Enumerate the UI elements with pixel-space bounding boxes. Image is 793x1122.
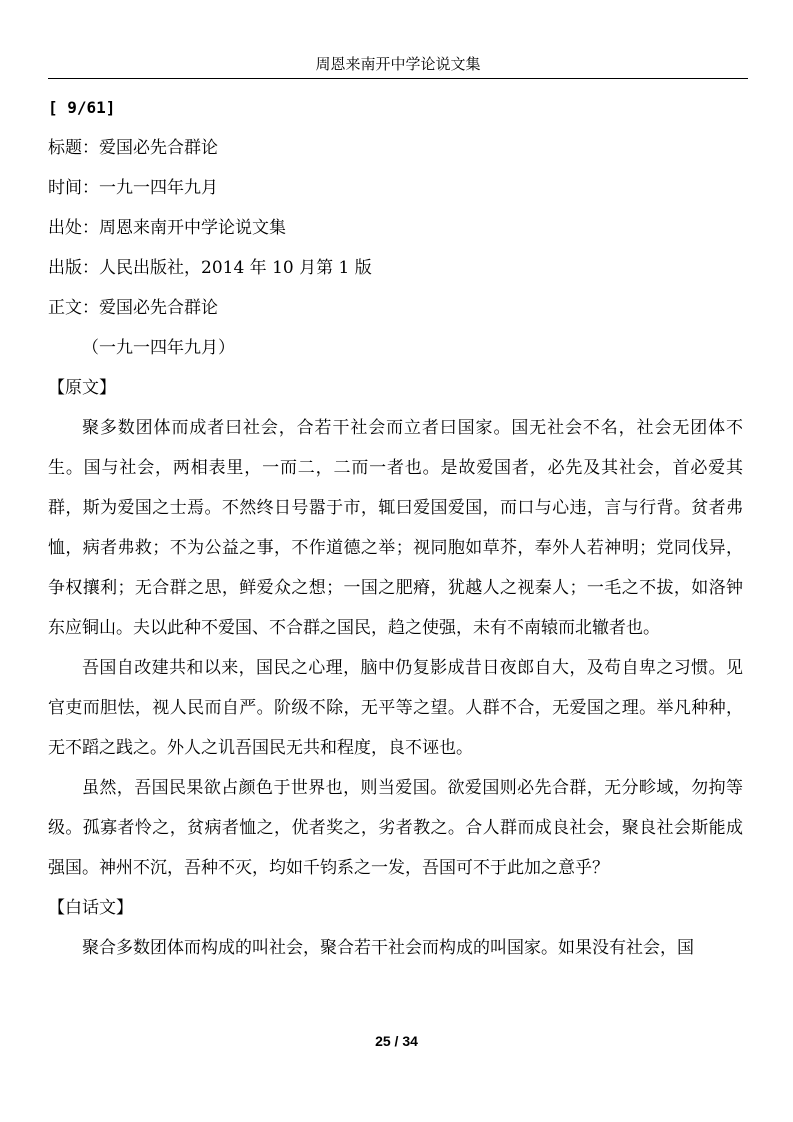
paragraph: 虽然，吾国民果欲占颜色于世界也，则当爱国。欲爱国则必先合群，无分畛域，勿拘等级。孤寡者怜之，贫病者恤之，优者奖之，劣者教之。合人群而成良社会，聚良社会斯能成强国。神州不沉，吾种不灭，均如千钧系之一发，吾国可不于此加之意乎？ [48,778,743,878]
source-line [48,208,743,248]
time-line [48,168,743,208]
publish-label: 出版： [48,258,99,278]
publish-line [48,248,743,288]
source-value: 周恩来南开中学论说文集 [99,218,286,238]
publish-value: 人民出版社，2014 年 10 月第 1 版 [99,258,372,278]
header-divider [48,78,748,79]
page-reference: [ 9/61] [48,98,116,117]
original-heading: 【原文】 [48,378,116,398]
paragraph: 聚多数团体而成者曰社会，合若干社会而立者曰国家。国无社会不名，社会无团体不生。国与社会，两相表里，一而二，二而一者也。是故爱国者，必先及其社会，首必爱其群，斯为爱国之士焉。不然终日号嚣于市，辄曰爱国爱国，而口与心违，言与行背。贫者弗恤，病者弗救；不为公益之事，不作道德之举；视同胞如草芥，奉外人若神明；党同伐异，争权攘利；无合群之思，鲜爱众之想；一国之肥瘠，犹越人之视秦人；一毛之不拔，如洛钟东应铜山。夫以此种不爱国、不合群之国民，趋之使强，未有不南辕而北辙者也。 [48,418,743,638]
title-value: 爱国必先合群论 [99,138,218,158]
running-header: 周恩来南开中学论说文集 [315,55,481,73]
text-line [48,288,743,328]
source-label: 出处： [48,218,99,238]
page-number: 25 / 34 [375,1033,418,1049]
vernacular-heading: 【白话文】 [48,898,133,918]
title-label: 标题： [48,138,99,158]
time-value: 一九一四年九月 [99,178,218,198]
text-label: 正文： [48,298,99,318]
text-value: 爱国必先合群论 [99,298,218,318]
title-line [48,128,743,168]
time-label: 时间： [48,178,99,198]
vernacular-first-line: 聚合多数团体而构成的叫社会，聚合若干社会而构成的叫国家。如果没有社会，国 [82,938,694,958]
document-body [48,88,743,968]
paragraph: 吾国自改建共和以来，国民之心理，脑中仍复影成昔日夜郎自大，及苟自卑之习惯。见官吏而胆怯，视人民而自严。阶级不除，无平等之望。人群不合，无爱国之理。举凡种种，无不蹈之践之。外人之讥吾国民无共和程度，良不诬也。 [48,658,743,758]
date-line: （一九一四年九月） [82,338,235,358]
